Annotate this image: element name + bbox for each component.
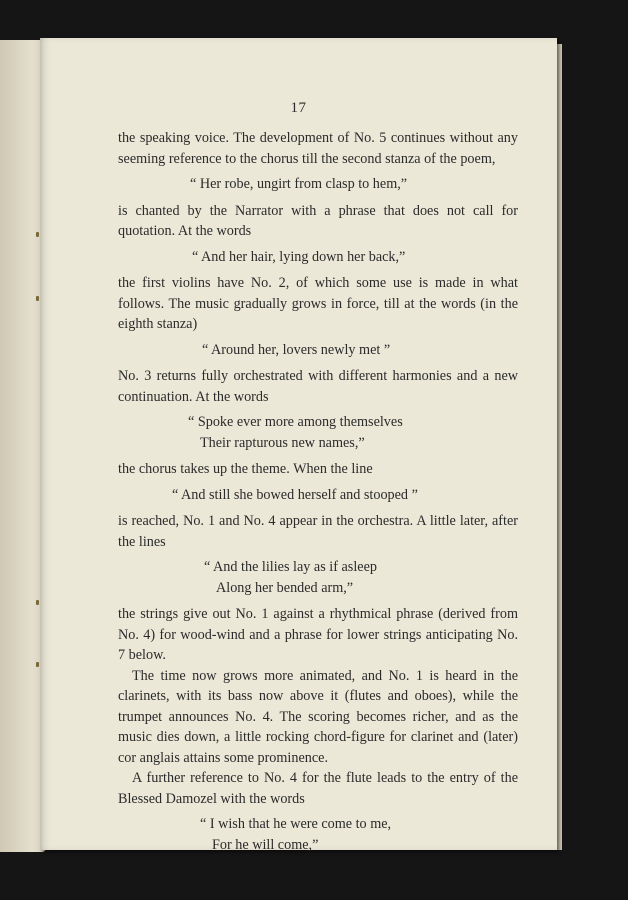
quote-line: “ Her robe, ungirt from clasp to hem,” xyxy=(190,176,408,192)
paragraph: the strings give out No. 1 against a rhythmical phrase (derived from No. 4) for wood-wind and a phrase for lower strings anticipating No. 7 below. xyxy=(118,606,518,663)
quote-line: Along her bended arm,” xyxy=(216,579,354,596)
poem-quote xyxy=(118,174,518,195)
poem-quote xyxy=(118,340,518,361)
poem-quote xyxy=(118,412,518,453)
quote-line: “ I wish that he were come to me, xyxy=(200,816,392,832)
paragraph: A further reference to No. 4 for the flute leads to the entry of the Blessed Damozel with the words xyxy=(118,770,518,807)
quote-line: “ Spoke ever more among themselves xyxy=(188,414,403,430)
quote-line: “ And her hair, lying down her back,” xyxy=(192,248,406,265)
page-mark xyxy=(36,600,39,605)
poem-quote xyxy=(118,485,518,506)
quote-line: “ And still she bowed herself and stooped ” xyxy=(172,486,418,503)
paragraph: the chorus takes up the theme. When the line xyxy=(118,461,373,477)
paragraph: No. 3 returns fully orchestrated with different harmonies and a new continuation. At the words xyxy=(118,368,518,405)
paragraph: is chanted by the Narrator with a phrase that does not call for quotation. At the words xyxy=(118,202,518,239)
quote-line: For he will come,” xyxy=(212,836,319,853)
book-page xyxy=(40,38,557,853)
page-mark xyxy=(36,232,39,237)
poem-quote xyxy=(118,557,518,598)
quote-line: Their rapturous new names,” xyxy=(200,434,365,451)
page-text xyxy=(118,128,518,861)
paragraph: the first violins have No. 2, of which some use is made in what follows. The music gradually grows in force, till at the words (in the eighth stanza) xyxy=(118,275,518,332)
page-number: 17 xyxy=(290,100,307,116)
page-mark xyxy=(36,296,39,301)
quote-line: “ Around her, lovers newly met ” xyxy=(202,341,391,358)
paragraph: is reached, No. 1 and No. 4 appear in the orchestra. A little later, after the lines xyxy=(118,513,518,550)
quote-line: “ And the lilies lay as if asleep xyxy=(204,559,377,575)
page-mark xyxy=(36,662,39,667)
paragraph: the speaking voice. The development of No. 5 continues without any seeming reference to the chorus till the second stanza of the poem, xyxy=(118,130,518,167)
paragraph: The time now grows more animated, and No. 1 is heard in the clarinets, with its bass now above it (flutes and oboes), while the trumpet announces No. 4. The scoring becomes richer, and as the music dies down, a little rocking chord-figure for clarinet and (later) cor anglais attains some prominence. xyxy=(118,667,518,766)
poem-quote xyxy=(118,247,518,268)
poem-quote xyxy=(118,814,518,855)
